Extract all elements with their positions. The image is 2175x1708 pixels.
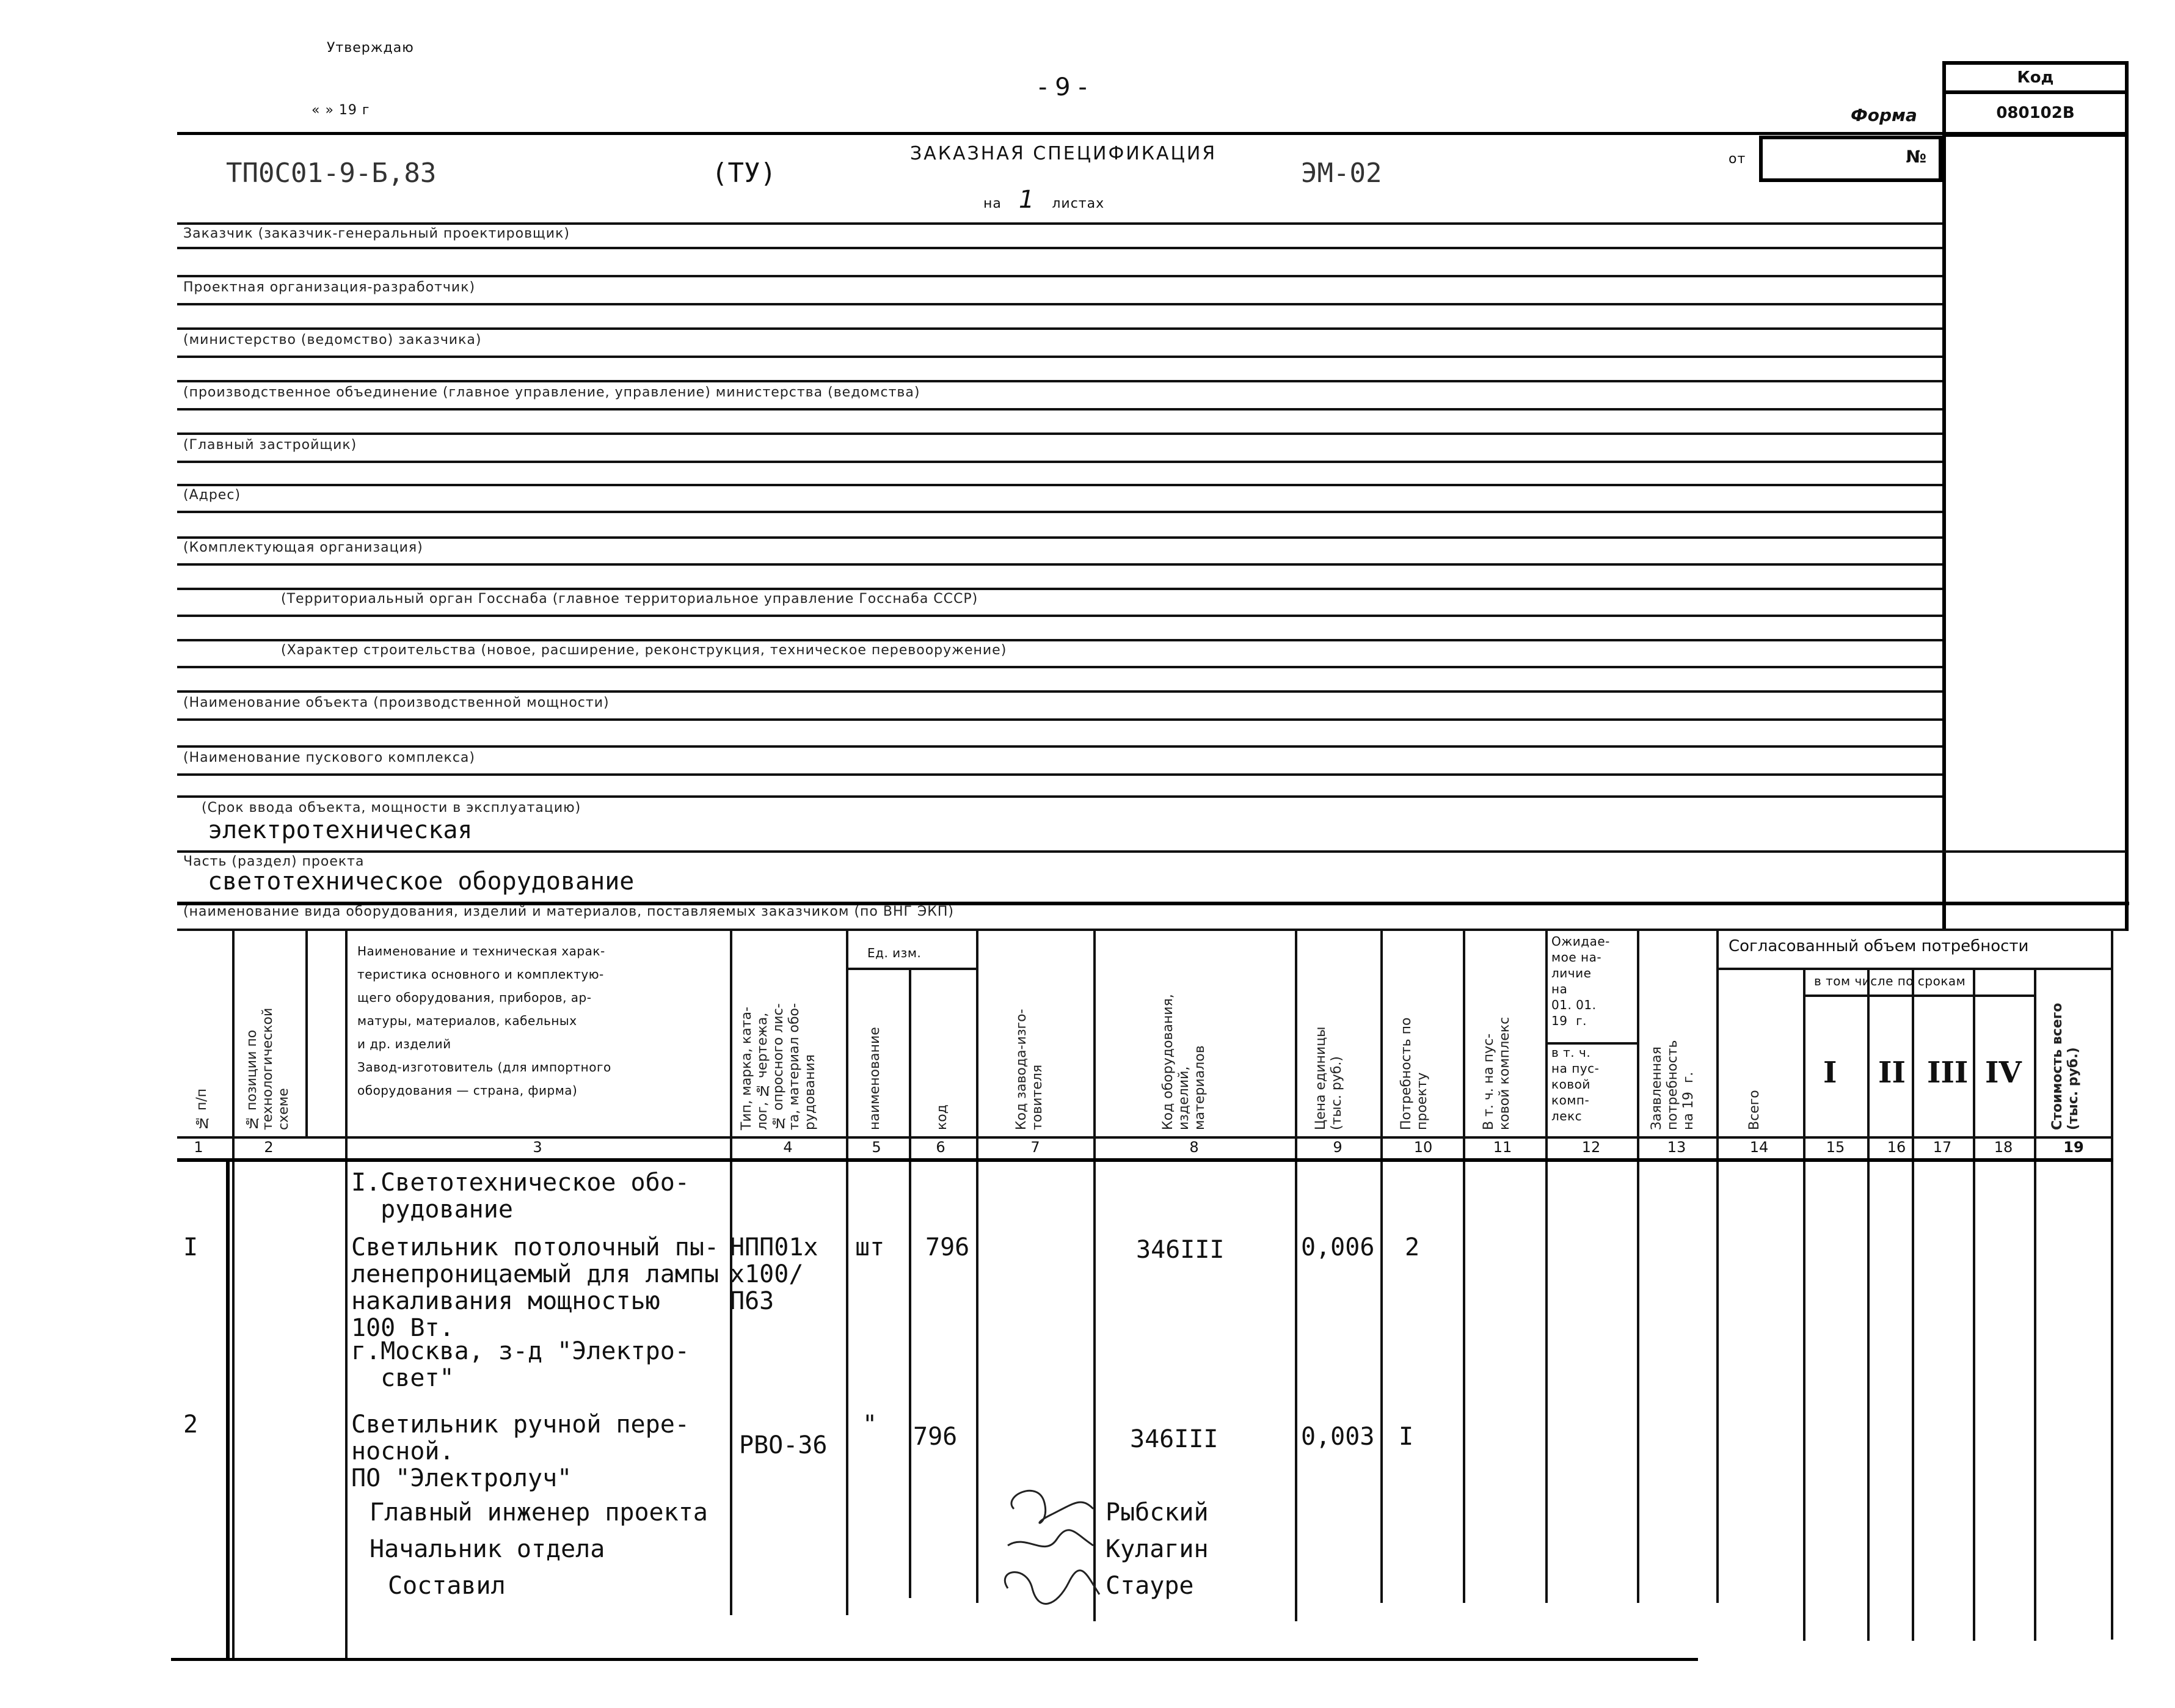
row-1-equip-code: 346III bbox=[1136, 1236, 1225, 1264]
stage: (ТУ) bbox=[712, 158, 776, 189]
col-num-9: 9 bbox=[1333, 1139, 1343, 1156]
col-num-15: 15 bbox=[1826, 1139, 1845, 1156]
field-9: (Наименование объекта (производственной мощности) bbox=[183, 695, 610, 710]
part-value-1: электротехническая bbox=[208, 816, 473, 844]
divider bbox=[177, 222, 1942, 225]
col-num-2: 2 bbox=[264, 1139, 274, 1156]
divider bbox=[846, 968, 976, 970]
signature-name-3: Стауре bbox=[1106, 1572, 1194, 1600]
page-number: - 9 - bbox=[1038, 73, 1087, 101]
divider bbox=[1867, 969, 1870, 1641]
divider bbox=[177, 247, 1942, 249]
col-15-header: I bbox=[1823, 1056, 1837, 1090]
divider bbox=[177, 356, 1942, 358]
divider bbox=[2111, 931, 2113, 1640]
kod-left-border bbox=[1942, 137, 1946, 931]
col-num-4: 4 bbox=[783, 1139, 793, 1156]
col-11-header: В т. ч. на пус- ковой комплекс bbox=[1481, 1016, 1512, 1130]
divider bbox=[177, 536, 1942, 539]
terms-group-header: в том числе по срокам bbox=[1814, 974, 1966, 988]
divider bbox=[177, 461, 1942, 463]
row-2-name: Светильник ручной пере- носной. ПО "Электролуч" bbox=[351, 1411, 690, 1492]
col-5-header: наименование bbox=[867, 1027, 883, 1130]
field-10: (Наименование пускового комплекса) bbox=[183, 750, 475, 765]
divider bbox=[1637, 931, 1639, 1603]
field-7: (Территориальный орган Госснаба (главное территориальное управление Госснаба СССР) bbox=[281, 591, 978, 607]
divider bbox=[909, 969, 911, 1598]
divider bbox=[177, 1158, 2113, 1162]
divider bbox=[177, 745, 1942, 748]
sheets: на 1 листах bbox=[983, 186, 1105, 214]
row-2-type: РВО-36 bbox=[739, 1431, 828, 1459]
col-num-19: 19 bbox=[2063, 1139, 2084, 1156]
field-6: (Комплектующая организация) bbox=[183, 540, 423, 555]
col-num-10: 10 bbox=[1413, 1139, 1433, 1156]
doc-code: ТП0С01-9-Б,83 bbox=[226, 158, 437, 189]
row-1-need: 2 bbox=[1405, 1233, 1420, 1261]
page-title: ЗАКАЗНАЯ СПЕЦИФИКАЦИЯ bbox=[910, 143, 1217, 164]
divider bbox=[305, 931, 308, 1139]
signature-role-3: Составил bbox=[388, 1572, 506, 1600]
col-num-14: 14 bbox=[1749, 1139, 1769, 1156]
col-10-header: Потребность по проекту bbox=[1399, 1017, 1430, 1130]
col-num-12: 12 bbox=[1581, 1139, 1601, 1156]
divider bbox=[177, 773, 1942, 776]
agreed-group-header: Согласованный объем потребности bbox=[1729, 937, 2029, 955]
row-1-type: НПП01х х100/ П63 bbox=[730, 1233, 818, 1315]
divider bbox=[1803, 995, 2034, 997]
divider bbox=[232, 931, 235, 1658]
field-1: Проектная организация-разработчик) bbox=[183, 280, 476, 295]
row-2-need: I bbox=[1399, 1423, 1414, 1451]
row-1-unit: шт bbox=[855, 1233, 885, 1261]
field-3: (производственное объединение (главное управление, управление) министерства (ведомства) bbox=[183, 385, 920, 400]
col-13-header: Заявленная потребность на 19 г. bbox=[1649, 1040, 1696, 1130]
section-title: I.Светотехническое обо- рудование bbox=[351, 1169, 690, 1224]
col-num-18: 18 bbox=[1994, 1139, 2013, 1156]
spec-code: ЭМ-02 bbox=[1301, 158, 1382, 189]
row-1-name: Светильник потолочный пы- ленепроницаемый для лампы накаливания мощностью 100 Вт. bbox=[351, 1233, 720, 1342]
col-1-header: № п/п bbox=[194, 1088, 209, 1130]
divider bbox=[177, 850, 2126, 853]
divider bbox=[1716, 931, 1719, 1603]
col-2-header: № позиции по технологической схеме bbox=[244, 1007, 291, 1130]
divider bbox=[1380, 931, 1383, 1603]
col-14-header: Всего bbox=[1747, 1090, 1762, 1130]
divider bbox=[976, 931, 978, 1603]
signature-role-1: Главный инженер проекта bbox=[370, 1498, 708, 1527]
kod-header: Код bbox=[1942, 61, 2129, 94]
row-1-price: 0,006 bbox=[1301, 1233, 1375, 1261]
signature-name-2: Кулагин bbox=[1106, 1535, 1209, 1563]
divider bbox=[177, 563, 1942, 566]
field-5: (Адрес) bbox=[183, 487, 241, 503]
divider bbox=[177, 690, 1942, 693]
col-6-header: код bbox=[934, 1104, 950, 1130]
col-8-header: Код оборудования, изделий, материалов bbox=[1160, 994, 1208, 1130]
col-16-header: II bbox=[1878, 1056, 1906, 1090]
forma-label: Форма bbox=[1851, 105, 1917, 125]
divider bbox=[177, 718, 1942, 721]
col-num-7: 7 bbox=[1030, 1139, 1040, 1156]
row-1-num: I bbox=[183, 1233, 199, 1261]
handwritten-signatures bbox=[989, 1472, 1112, 1643]
divider bbox=[177, 380, 1942, 382]
divider bbox=[1973, 969, 1975, 1641]
divider bbox=[177, 432, 1942, 435]
divider bbox=[1716, 968, 2113, 970]
divider bbox=[1912, 969, 1914, 1641]
divider bbox=[177, 639, 1942, 641]
unit-group-header: Ед. изм. bbox=[867, 946, 922, 960]
divider bbox=[1545, 931, 1548, 1603]
signature-name-1: Рыбский bbox=[1106, 1498, 1209, 1527]
divider bbox=[177, 275, 1942, 277]
divider bbox=[345, 931, 348, 1658]
divider bbox=[1463, 931, 1465, 1603]
row-2-price: 0,003 bbox=[1301, 1423, 1375, 1451]
col-7-header: Код завода-изго- товителя bbox=[1014, 1009, 1045, 1130]
approve-label: Утверждаю bbox=[327, 40, 414, 56]
divider bbox=[177, 615, 1942, 617]
row-2-num: 2 bbox=[183, 1411, 199, 1439]
number-box: № bbox=[1759, 136, 1942, 182]
col-17-header: III bbox=[1927, 1056, 1969, 1090]
divider bbox=[177, 929, 2126, 931]
row-1-unit-code: 796 bbox=[925, 1233, 970, 1261]
divider bbox=[177, 303, 1942, 305]
col-4-header: Тип, марка, ката- лог, № чертежа, № опросного лис- та, материал обо- рудования bbox=[739, 1003, 818, 1130]
field-11: (Срок ввода объекта, мощности в эксплуатацию) bbox=[202, 800, 581, 816]
divider bbox=[177, 132, 2126, 135]
field-4: (Главный застройщик) bbox=[183, 437, 357, 453]
col-12-header-bottom: в т. ч. на пус- ковой комп- лекс bbox=[1551, 1045, 1600, 1123]
col-num-6: 6 bbox=[936, 1139, 945, 1156]
divider bbox=[177, 511, 1942, 513]
divider bbox=[177, 408, 1942, 411]
row-2-unit-code: 796 bbox=[913, 1423, 958, 1451]
divider bbox=[226, 1161, 230, 1659]
col-num-17: 17 bbox=[1933, 1139, 1952, 1156]
divider bbox=[177, 588, 1942, 590]
col-num-5: 5 bbox=[872, 1139, 881, 1156]
col-num-11: 11 bbox=[1493, 1139, 1512, 1156]
divider bbox=[177, 327, 1942, 330]
type-label: (наименование вида оборудования, изделий и материалов, поставляемых заказчиком (по ВНГ ЭКП) bbox=[183, 904, 955, 919]
divider bbox=[177, 795, 1942, 798]
field-0: Заказчик (заказчик-генеральный проектировщик) bbox=[183, 226, 570, 241]
divider bbox=[846, 931, 848, 1615]
kod-right-border bbox=[2125, 94, 2129, 931]
forma-code: 080102В bbox=[1942, 94, 2129, 137]
ot-label: от bbox=[1729, 151, 1746, 167]
col-19-header: Стоимость всего (тыс. руб.) bbox=[2050, 1002, 2081, 1130]
divider bbox=[1295, 931, 1297, 1621]
col-3-header: Наименование и техническая харак- теристика основного и комплектую- щего оборудования, приборов, ар- матуры, материалов, кабельных и др. изделий Завод-изготовитель (для импортного оборудования — страна, фирма) bbox=[357, 944, 611, 1098]
col-num-16: 16 bbox=[1887, 1139, 1906, 1156]
part-value-2: светотехническое оборудование bbox=[208, 867, 635, 896]
divider bbox=[177, 484, 1942, 486]
col-num-3: 3 bbox=[533, 1139, 542, 1156]
divider bbox=[177, 666, 1942, 668]
divider bbox=[2034, 969, 2036, 1641]
divider bbox=[1803, 969, 1805, 1641]
row-2-equip-code: 346III bbox=[1130, 1425, 1219, 1453]
col-9-header: Цена единицы (тыс. руб.) bbox=[1313, 1026, 1344, 1130]
col-18-header: IV bbox=[1985, 1056, 2022, 1090]
col-12-header-top: Ожидае- мое на- личие на 01. 01. 19 г. bbox=[1551, 934, 1610, 1028]
row-2-unit: " bbox=[862, 1411, 878, 1439]
signature-role-2: Начальник отдела bbox=[370, 1535, 605, 1563]
field-2: (министерство (ведомство) заказчика) bbox=[183, 332, 482, 348]
col-num-13: 13 bbox=[1667, 1139, 1686, 1156]
col-num-1: 1 bbox=[194, 1139, 203, 1156]
part-label: Часть (раздел) проекта bbox=[183, 854, 365, 869]
col-num-8: 8 bbox=[1189, 1139, 1199, 1156]
field-8: (Характер строительства (новое, расширение, реконструкция, техническое перевооружение) bbox=[281, 643, 1007, 658]
date-line: « » 19 г bbox=[311, 103, 370, 118]
row-1-maker: г.Москва, з-д "Электро- свет" bbox=[351, 1337, 690, 1392]
divider bbox=[171, 1658, 1698, 1661]
